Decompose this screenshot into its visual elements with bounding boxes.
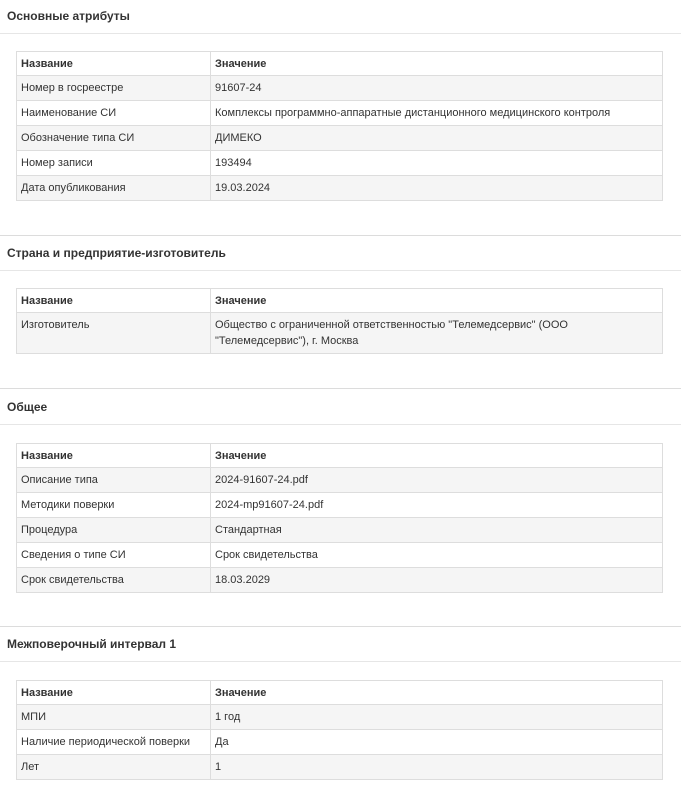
table-row: [17, 730, 663, 755]
table-row: [17, 755, 663, 780]
table-row: [17, 543, 663, 568]
column-header-name: Название: [17, 52, 211, 76]
row-value: Общество с ограниченной ответственностью "Телемедсервис" (ООО "Телемедсервис"), г. Москва: [211, 313, 663, 354]
row-name: Номер записи: [17, 151, 211, 176]
row-value: Срок свидетельства: [211, 543, 663, 568]
table-row: [17, 705, 663, 730]
row-name: МПИ: [17, 705, 211, 730]
divider: [0, 424, 681, 425]
row-name: Наименование СИ: [17, 101, 211, 126]
column-header-value: Значение: [211, 52, 663, 76]
row-name: Сведения о типе СИ: [17, 543, 211, 568]
section-divider: [0, 388, 681, 389]
main-attributes-table: [16, 51, 663, 201]
row-value: 18.03.2029: [211, 568, 663, 593]
table-row: [17, 313, 663, 354]
row-value: Да: [211, 730, 663, 755]
table-row: [17, 76, 663, 101]
row-name: Срок свидетельства: [17, 568, 211, 593]
row-name: Изготовитель: [17, 313, 211, 354]
table-row: [17, 126, 663, 151]
row-name: Дата опубликования: [17, 176, 211, 201]
divider: [0, 270, 681, 271]
row-name: Наличие периодической поверки: [17, 730, 211, 755]
table-header-row: [17, 681, 663, 705]
table-header-row: [17, 52, 663, 76]
section-divider: [0, 626, 681, 627]
row-value: 1: [211, 755, 663, 780]
section-title-general: Общее: [7, 400, 48, 414]
column-header-name: Название: [17, 289, 211, 313]
row-value: 2024-91607-24.pdf: [211, 468, 663, 493]
table-row: [17, 176, 663, 201]
divider: [0, 661, 681, 662]
general-table: [16, 443, 663, 593]
table-row: [17, 493, 663, 518]
row-value: Комплексы программно-аппаратные дистанционного медицинского контроля: [211, 101, 663, 126]
table-row: [17, 151, 663, 176]
table-row: [17, 468, 663, 493]
row-name: Обозначение типа СИ: [17, 126, 211, 151]
row-value: 1 год: [211, 705, 663, 730]
table-header-row: [17, 289, 663, 313]
row-name: Процедура: [17, 518, 211, 543]
section-divider: [0, 235, 681, 236]
column-header-value: Значение: [211, 444, 663, 468]
table-row: [17, 568, 663, 593]
section-title-manufacturer: Страна и предприятие-изготовитель: [7, 246, 226, 260]
table-header-row: [17, 444, 663, 468]
row-value: 193494: [211, 151, 663, 176]
manufacturer-table: [16, 288, 663, 354]
row-value: ДИМЕКО: [211, 126, 663, 151]
section-title-main-attributes: Основные атрибуты: [7, 9, 130, 23]
row-value: 91607-24: [211, 76, 663, 101]
column-header-name: Название: [17, 444, 211, 468]
row-value: Стандартная: [211, 518, 663, 543]
interval-table: [16, 680, 663, 780]
divider: [0, 33, 681, 34]
table-row: [17, 101, 663, 126]
section-title-interval: Межповерочный интервал 1: [7, 637, 177, 651]
row-value: 2024-mp91607-24.pdf: [211, 493, 663, 518]
table-row: [17, 518, 663, 543]
column-header-value: Значение: [211, 681, 663, 705]
column-header-value: Значение: [211, 289, 663, 313]
row-value: 19.03.2024: [211, 176, 663, 201]
row-name: Описание типа: [17, 468, 211, 493]
column-header-name: Название: [17, 681, 211, 705]
row-name: Номер в госреестре: [17, 76, 211, 101]
row-name: Лет: [17, 755, 211, 780]
row-name: Методики поверки: [17, 493, 211, 518]
